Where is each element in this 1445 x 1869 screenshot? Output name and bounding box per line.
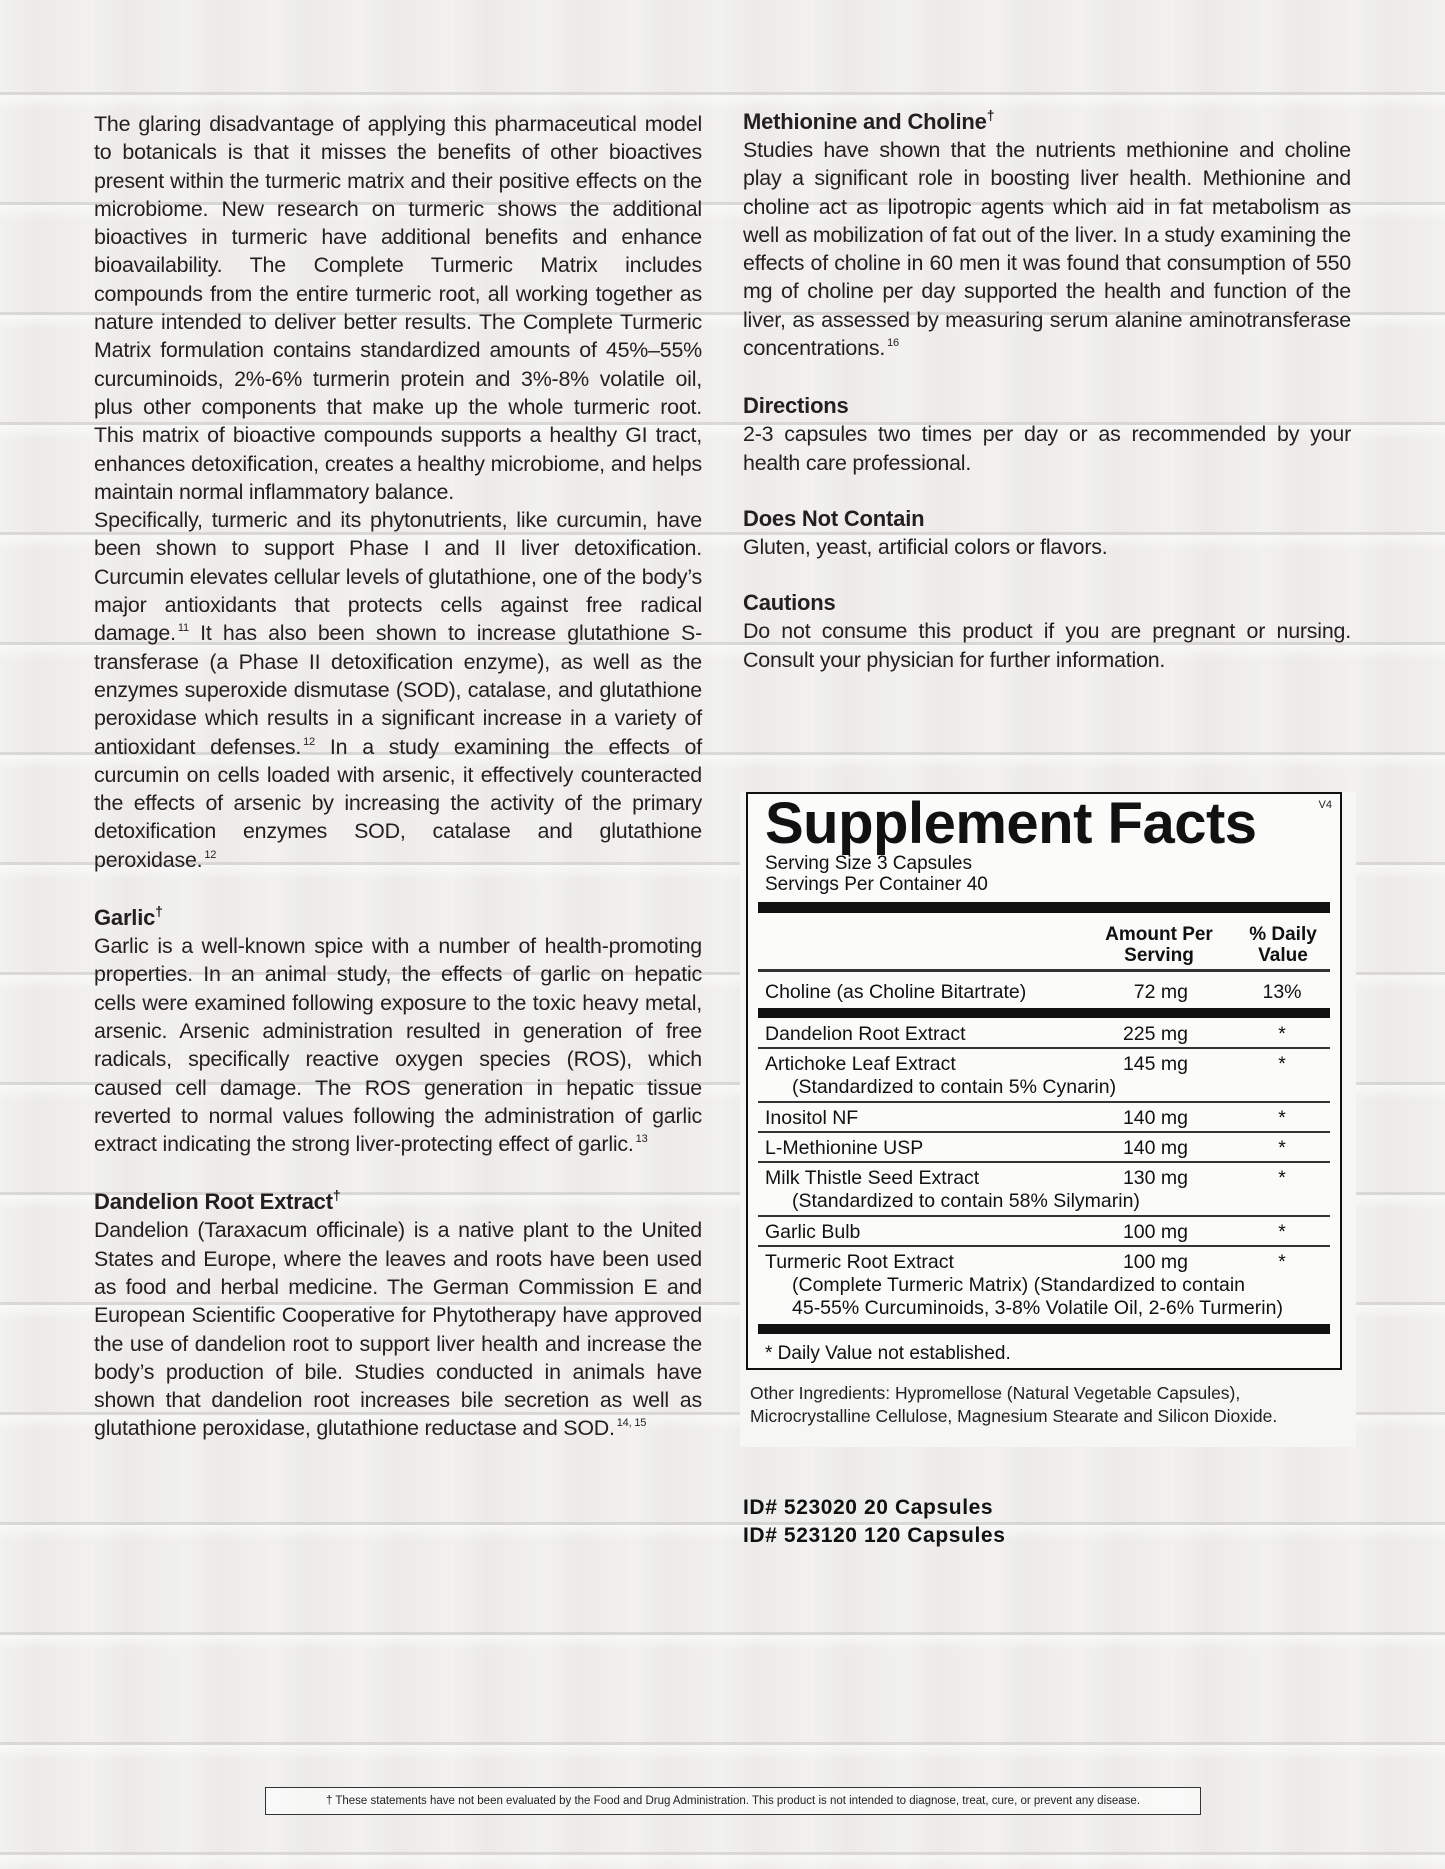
row-amount-artichoke: 145 mg bbox=[1122, 1053, 1188, 1075]
row-sub-turmeric: (Complete Turmeric Matrix) (Standardized to contain bbox=[792, 1274, 1246, 1296]
facts-divider bbox=[758, 969, 1330, 972]
cautions-heading: Cautions bbox=[743, 590, 836, 616]
product-id-120: ID# 523120 120 Capsules bbox=[743, 1524, 1006, 1547]
product-id-20: ID# 523020 20 Capsules bbox=[743, 1496, 994, 1519]
ref-11: 11 bbox=[177, 622, 189, 635]
product-ids bbox=[743, 1494, 1005, 1550]
supplement-facts-title: Supplement Facts bbox=[765, 791, 1257, 856]
garlic-paragraph: Garlic is a well-known spice with a number of health-promoting properties. In an animal study, the effects of garlic on hepatic cells were examined following exposure to the toxic heavy metal, arsenic. Arsenic administration resulted in generation of free radicals, specifically reactive oxygen species (ROS), which caused cell damage. The ROS generation in hepatic tissue reverted to normal values following the administration of garlic extract indicating the strong liver-protecting effect of garlic. $^{13}$ bbox=[94, 934, 702, 1157]
left-column bbox=[94, 110, 702, 1443]
garlic-heading: Garlic† bbox=[94, 903, 163, 931]
ref-16: 16 bbox=[887, 337, 899, 350]
right-column bbox=[743, 108, 1351, 674]
directions-heading: Directions bbox=[743, 393, 849, 419]
daily-value-note: * Daily Value not established. bbox=[765, 1343, 1011, 1364]
supplement-facts-panel bbox=[740, 792, 1356, 1447]
row-name-choline: Choline (as Choline Bitartrate) bbox=[765, 981, 1027, 1003]
row-name-inositol: Inositol NF bbox=[765, 1107, 859, 1129]
row-divider bbox=[758, 1215, 1330, 1217]
ref-12a: 12 bbox=[303, 735, 315, 748]
row-name-methionine: L-Methionine USP bbox=[765, 1137, 924, 1159]
ref-14-15: 14, 15 bbox=[616, 1417, 647, 1430]
turmeric-detox-paragraph: Specifically, turmeric and its phytonutrients, like curcumin, have been shown to support Phase I and II liver detoxification. Curcumin elevates cellular levels of glutathione, one of the body’s major antioxidants that protects cells against free radical damage. $^{11}$ It has also been shown to increase glutathione S-transferase (a Phase II detoxification enzyme), as well as the enzymes superoxide dismutase (SOD), catalase, and glutathione peroxidase which results in a significant increase in a variety of antioxidant defenses. $^{12}$ In a study examining the effects of curcumin on cells loaded with arsenic, it effectively counteracted the effects of arsenic by increasing the activity of the primary detoxification enzymes SOD, catalase and glutathione peroxidase. $^{12}$ bbox=[94, 508, 703, 872]
row-dv-artichoke: * bbox=[1278, 1053, 1286, 1075]
other-ingredients: Other Ingredients: Hypromellose (Natural Vegetable Capsules), Microcrystalline Cellulose, Magnesium Stearate and Silicon Dioxide. bbox=[750, 1383, 1278, 1426]
amount-per-serving-header: Amount Per Serving bbox=[1105, 924, 1213, 966]
dandelion-paragraph: Dandelion (Taraxacum officinale) is a native plant to the United States and Europe, where the leaves and roots have been used as food and herbal medicine. The German Commission E and European Scientific Cooperative for Phytotherapy have approved the use of dandelion root to support liver health and increase the body’s production of bile. Studies conducted in animals have shown that dandelion root increases bile secretion as well as glutathione peroxidase, glutathione reductase and SOD. $^{14, 15}$ bbox=[94, 1218, 702, 1441]
row-name-artichoke: Artichoke Leaf Extract bbox=[765, 1053, 956, 1075]
does-not-contain-heading: Does Not Contain bbox=[743, 505, 925, 531]
row-amount-dandelion: 225 mg bbox=[1122, 1023, 1188, 1045]
row-name-dandelion: Dandelion Root Extract bbox=[765, 1023, 966, 1045]
row-sub-milk-thistle: (Standardized to contain 58% Silymarin) bbox=[792, 1190, 1140, 1212]
row-dv-turmeric: * bbox=[1278, 1251, 1286, 1273]
row-divider bbox=[758, 1131, 1330, 1133]
directions-text: 2-3 capsules two times per day or as recommended by your health care professional. bbox=[743, 422, 1351, 475]
row-name-turmeric: Turmeric Root Extract bbox=[765, 1251, 954, 1273]
row-dv-milk-thistle: * bbox=[1278, 1167, 1286, 1189]
supplement-facts-box bbox=[746, 792, 1342, 1370]
row-dv-choline: 13% bbox=[1262, 981, 1302, 1003]
row-sub-artichoke: (Standardized to contain 5% Cynarin) bbox=[792, 1076, 1117, 1098]
methionine-paragraph: Studies have shown that the nutrients methionine and choline play a significant role in boosting liver health. Methionine and choline act as lipotropic agents which aid in fat metabolism as well as mobilization of fat out of the liver. In a study examining the effects of choline in 60 men it was found that consumption of 550 mg of choline per day supported the health and function of the liver, as assessed by measuring serum alanine aminotransferase concentrations. $^{16}$ bbox=[743, 138, 1351, 361]
row-amount-turmeric: 100 mg bbox=[1122, 1251, 1188, 1273]
row-amount-methionine: 140 mg bbox=[1122, 1137, 1188, 1159]
dandelion-heading: Dandelion Root Extract† bbox=[94, 1187, 341, 1215]
row-divider bbox=[758, 1245, 1330, 1247]
does-not-contain-text: Gluten, yeast, artificial colors or flavors. bbox=[743, 534, 1108, 559]
facts-divider-thick bbox=[758, 902, 1330, 913]
turmeric-matrix-paragraph: The glaring disadvantage of applying this pharmaceutical model to botanicals is that it misses the benefits of other bioactives present within the turmeric matrix and their positive effects on the microbiome. New research on turmeric shows the additional bioactives in turmeric have additional benefits and enhance bioavailability. The Complete Turmeric Matrix includes compounds from the entire turmeric root, all working together as nature intended to deliver better results. The Complete Turmeric Matrix formulation contains standardized amounts of 45%–55% curcuminoids, 2%-6% turmerin protein and 3%-8% volatile oil, plus other components that make up the whole turmeric root. This matrix of bioactive compounds supports a healthy GI tract, enhances detoxification, creates a healthy microbiome, and helps maintain normal inflammatory balance. bbox=[94, 112, 702, 504]
row-amount-inositol: 140 mg bbox=[1122, 1107, 1188, 1129]
cautions-text: Do not consume this product if you are pregnant or nursing. Consult your physician for further information. bbox=[743, 619, 1351, 672]
facts-divider-thick bbox=[758, 1324, 1330, 1334]
row-sub2-turmeric: 45-55% Curcuminoids, 3-8% Volatile Oil, 2-6% Turmerin) bbox=[792, 1297, 1283, 1319]
row-amount-milk-thistle: 130 mg bbox=[1122, 1167, 1188, 1189]
ref-13: 13 bbox=[635, 1133, 648, 1146]
daily-value-header: % Daily Value bbox=[1249, 924, 1317, 966]
row-dv-garlic: * bbox=[1278, 1221, 1286, 1243]
row-dv-inositol: * bbox=[1278, 1107, 1286, 1129]
ref-12b: 12 bbox=[204, 848, 217, 861]
row-divider bbox=[758, 1161, 1330, 1163]
methionine-heading: Methionine and Choline† bbox=[743, 107, 995, 134]
facts-divider-thick bbox=[758, 1008, 1330, 1018]
fda-disclaimer: † These statements have not been evaluated by the Food and Drug Administration. This product is not intended to diagnose, treat, cure, or prevent any disease. bbox=[265, 1787, 1201, 1815]
row-dv-methionine: * bbox=[1278, 1137, 1286, 1159]
row-amount-choline: 72 mg bbox=[1133, 981, 1188, 1003]
serving-size: Serving Size 3 Capsules bbox=[765, 853, 972, 874]
row-amount-garlic: 100 mg bbox=[1122, 1221, 1188, 1243]
servings-per-container: Servings Per Container 40 bbox=[765, 874, 988, 895]
facts-version: V4 bbox=[1318, 799, 1332, 811]
row-name-garlic: Garlic Bulb bbox=[765, 1221, 861, 1243]
row-divider bbox=[758, 1047, 1330, 1049]
row-name-milk-thistle: Milk Thistle Seed Extract bbox=[765, 1167, 980, 1189]
serving-info bbox=[765, 853, 988, 895]
row-dv-dandelion: * bbox=[1278, 1023, 1286, 1045]
row-divider bbox=[758, 1101, 1330, 1103]
